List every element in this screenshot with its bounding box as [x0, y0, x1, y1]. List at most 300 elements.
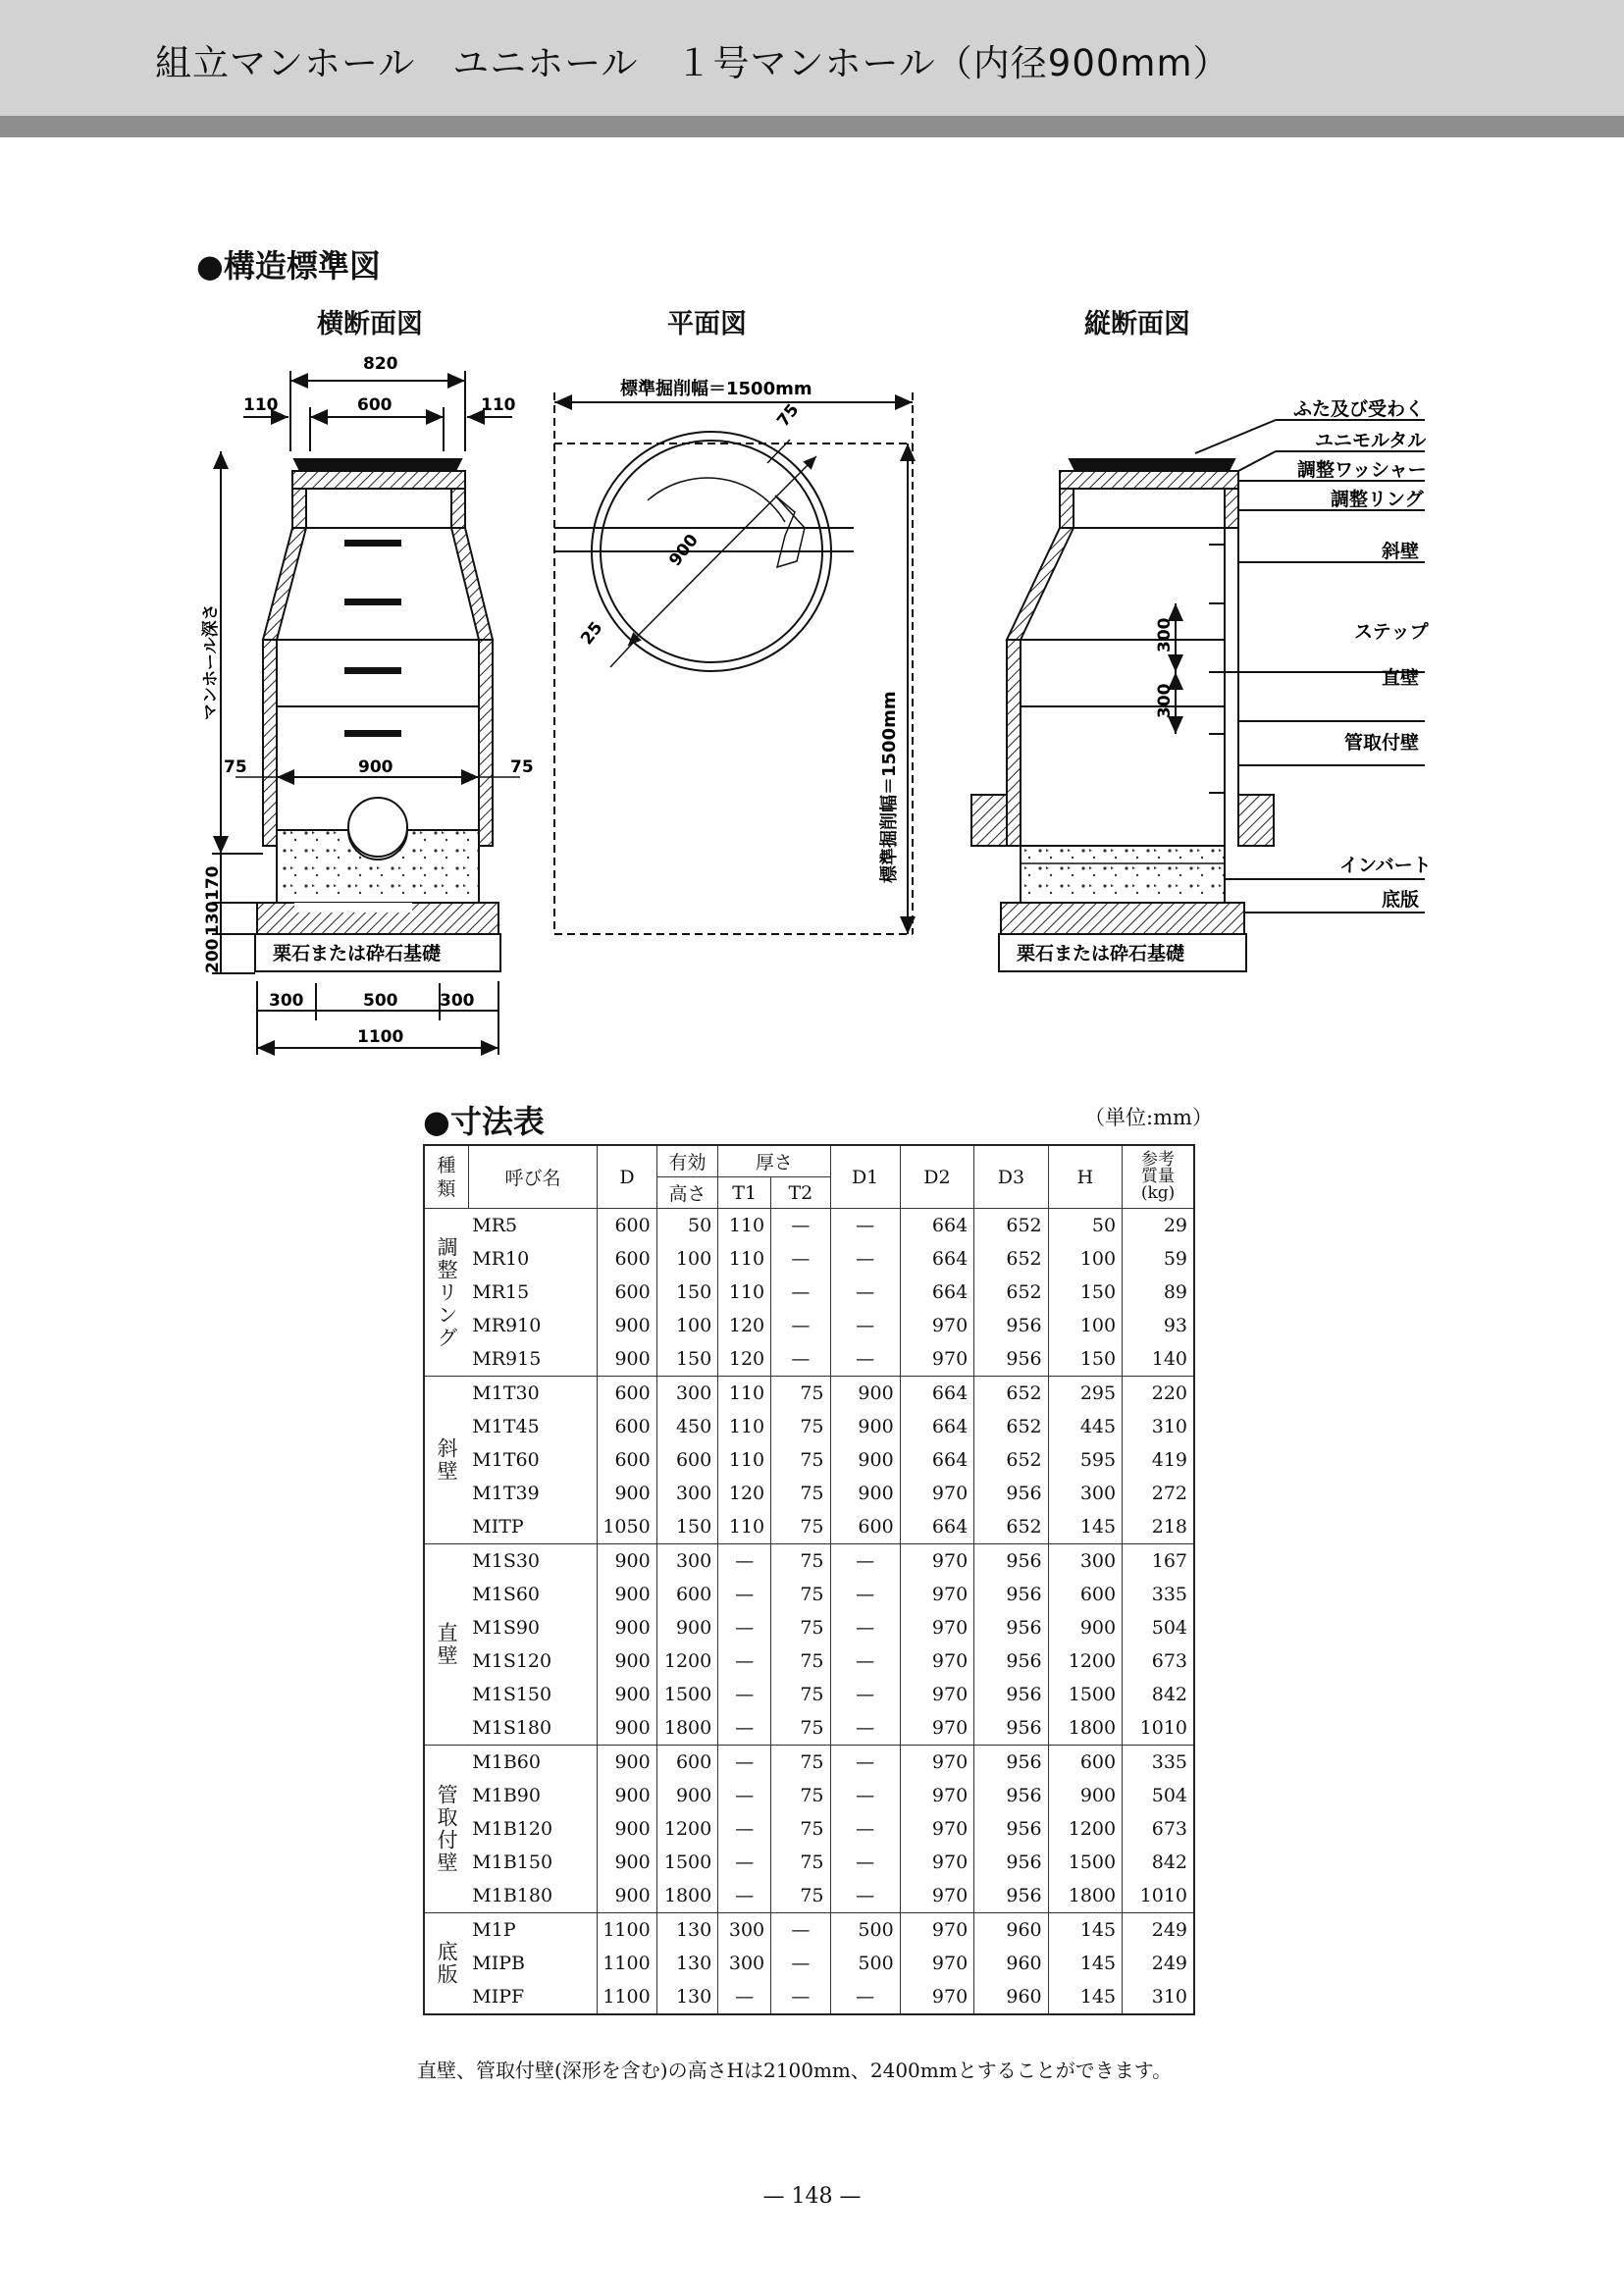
table-body: [424, 1209, 1194, 2015]
value-cell: —: [830, 1746, 900, 1780]
value-cell: 960: [974, 1980, 1048, 2014]
value-cell: 970: [900, 1477, 973, 1510]
value-cell: —: [771, 1342, 830, 1377]
value-cell: 600: [830, 1510, 900, 1544]
value-cell: 110: [718, 1510, 771, 1544]
value-cell: 842: [1123, 1678, 1194, 1711]
value-cell: —: [718, 1846, 771, 1879]
value-cell: 75: [771, 1611, 830, 1644]
value-cell: 842: [1123, 1846, 1194, 1879]
value-cell: —: [718, 1678, 771, 1711]
part-washer: 調整ワッシャー: [1297, 459, 1427, 481]
table-row: [424, 1746, 1194, 1780]
value-cell: 956: [974, 1779, 1048, 1812]
header-type: 種類: [424, 1145, 468, 1209]
value-cell: —: [830, 1209, 900, 1243]
value-cell: 1010: [1123, 1711, 1194, 1746]
value-cell: 75: [771, 1477, 830, 1510]
value-cell: —: [718, 1812, 771, 1846]
value-cell: 600: [656, 1578, 718, 1611]
value-cell: 673: [1123, 1644, 1194, 1678]
value-cell: 956: [974, 1644, 1048, 1678]
dim-900: 900: [358, 757, 393, 777]
value-cell: 900: [598, 1309, 656, 1342]
value-cell: 75: [771, 1410, 830, 1443]
value-cell: —: [830, 1309, 900, 1342]
value-cell: —: [718, 1746, 771, 1780]
value-cell: 450: [656, 1410, 718, 1443]
value-cell: —: [830, 1812, 900, 1846]
part-cone: 斜壁: [1382, 541, 1420, 562]
product-name-cell: M1T45: [468, 1410, 598, 1443]
value-cell: 900: [598, 1746, 656, 1780]
value-cell: 1500: [656, 1846, 718, 1879]
table-row: [424, 1510, 1194, 1544]
value-cell: 652: [974, 1377, 1048, 1411]
part-ring: 調整リング: [1331, 489, 1424, 510]
table-row: [424, 1913, 1194, 1948]
value-cell: 300: [1048, 1477, 1122, 1510]
table-row: [424, 1947, 1194, 1980]
value-cell: 970: [900, 1913, 973, 1948]
value-cell: 220: [1123, 1377, 1194, 1411]
value-cell: 335: [1123, 1746, 1194, 1780]
value-cell: 956: [974, 1678, 1048, 1711]
value-cell: —: [830, 1846, 900, 1879]
value-cell: 600: [598, 1410, 656, 1443]
value-cell: 145: [1048, 1510, 1122, 1544]
table-row: [424, 1611, 1194, 1644]
plan-width-label: 標準掘削幅＝1500mm: [620, 379, 812, 399]
value-cell: 1200: [656, 1812, 718, 1846]
table-row: [424, 1377, 1194, 1411]
dimension-table: [423, 1144, 1195, 2015]
value-cell: 1800: [1048, 1879, 1122, 1913]
value-cell: —: [718, 1980, 771, 2014]
value-cell: 956: [974, 1578, 1048, 1611]
table-row: [424, 1846, 1194, 1879]
step-dim-300-b: 300: [1155, 683, 1175, 718]
dim-110-left: 110: [243, 395, 279, 415]
value-cell: 970: [900, 1678, 973, 1711]
value-cell: 600: [656, 1443, 718, 1477]
value-cell: —: [771, 1947, 830, 1980]
value-cell: 956: [974, 1711, 1048, 1746]
page-title: 組立マンホール ユニホール １号マンホール（内径900mm）: [155, 42, 1231, 84]
value-cell: 120: [718, 1342, 771, 1377]
value-cell: 900: [598, 1879, 656, 1913]
value-cell: 970: [900, 1611, 973, 1644]
value-cell: 145: [1048, 1913, 1122, 1948]
value-cell: 75: [771, 1678, 830, 1711]
value-cell: 673: [1123, 1812, 1194, 1846]
table-row: [424, 1980, 1194, 2014]
value-cell: 110: [718, 1443, 771, 1477]
product-name-cell: M1B60: [468, 1746, 598, 1780]
dim-600: 600: [357, 395, 393, 415]
structure-heading: ●構造標準図: [196, 247, 381, 285]
value-cell: 900: [830, 1410, 900, 1443]
dim-820: 820: [363, 354, 398, 374]
table-row: [424, 1678, 1194, 1711]
table-heading: ●寸法表: [423, 1103, 545, 1140]
value-cell: 93: [1123, 1309, 1194, 1342]
value-cell: 900: [598, 1578, 656, 1611]
page-number: — 148 —: [762, 2184, 862, 2209]
value-cell: 50: [656, 1209, 718, 1243]
value-cell: —: [830, 1544, 900, 1579]
category-cell: 管取付壁: [424, 1746, 468, 1913]
product-name-cell: MITP: [468, 1510, 598, 1544]
value-cell: —: [718, 1879, 771, 1913]
value-cell: 500: [830, 1947, 900, 1980]
value-cell: 970: [900, 1711, 973, 1746]
value-cell: 595: [1048, 1443, 1122, 1477]
value-cell: 75: [771, 1812, 830, 1846]
value-cell: 664: [900, 1410, 973, 1443]
value-cell: 504: [1123, 1611, 1194, 1644]
value-cell: —: [718, 1544, 771, 1579]
value-cell: 900: [656, 1611, 718, 1644]
value-cell: —: [830, 1779, 900, 1812]
value-cell: 75: [771, 1510, 830, 1544]
foundation-label-cross: 栗石または砕石基礎: [273, 943, 442, 965]
header-ref-2: 質量: [1141, 1167, 1176, 1186]
value-cell: 1800: [656, 1711, 718, 1746]
value-cell: 500: [830, 1913, 900, 1948]
value-cell: 900: [598, 1477, 656, 1510]
plan-drawing: [554, 392, 913, 934]
value-cell: 110: [718, 1410, 771, 1443]
header-ref-1: 参考: [1141, 1150, 1176, 1170]
value-cell: 970: [900, 1846, 973, 1879]
value-cell: 1200: [656, 1644, 718, 1678]
product-name-cell: M1T39: [468, 1477, 598, 1510]
value-cell: 970: [900, 1879, 973, 1913]
value-cell: 970: [900, 1812, 973, 1846]
value-cell: 75: [771, 1846, 830, 1879]
category-cell: 底版: [424, 1913, 468, 2015]
header-eff-2: 高さ: [656, 1177, 718, 1209]
product-name-cell: M1P: [468, 1913, 598, 1948]
dim-170: 170: [203, 865, 223, 901]
value-cell: 900: [830, 1377, 900, 1411]
header-d1: D1: [830, 1145, 900, 1209]
product-name-cell: M1S30: [468, 1544, 598, 1579]
value-cell: 600: [598, 1209, 656, 1243]
product-name-cell: MR10: [468, 1242, 598, 1276]
value-cell: 310: [1123, 1980, 1194, 2014]
value-cell: 1500: [656, 1678, 718, 1711]
cross-section-title: 横断面図: [317, 309, 423, 339]
table-row: [424, 1544, 1194, 1579]
value-cell: 900: [598, 1544, 656, 1579]
plan-height-label: 標準掘削幅＝1500mm: [879, 691, 900, 883]
value-cell: —: [830, 1242, 900, 1276]
value-cell: 956: [974, 1477, 1048, 1510]
dim-110-right: 110: [481, 395, 516, 415]
product-name-cell: MR910: [468, 1309, 598, 1342]
value-cell: 956: [974, 1846, 1048, 1879]
dim-200: 200: [203, 938, 223, 973]
dim-300-right: 300: [440, 991, 475, 1011]
table-row: [424, 1711, 1194, 1746]
value-cell: 75: [771, 1377, 830, 1411]
value-cell: 110: [718, 1377, 771, 1411]
value-cell: 445: [1048, 1410, 1122, 1443]
header-thickness: 厚さ: [718, 1145, 830, 1177]
product-name-cell: M1S150: [468, 1678, 598, 1711]
value-cell: 150: [656, 1276, 718, 1309]
value-cell: 75: [771, 1879, 830, 1913]
value-cell: 956: [974, 1544, 1048, 1579]
product-name-cell: MR915: [468, 1342, 598, 1377]
value-cell: 50: [1048, 1209, 1122, 1243]
value-cell: 145: [1048, 1980, 1122, 2014]
value-cell: —: [830, 1879, 900, 1913]
depth-label: マンホール深さ: [201, 603, 221, 720]
value-cell: 120: [718, 1309, 771, 1342]
value-cell: —: [771, 1276, 830, 1309]
value-cell: 970: [900, 1644, 973, 1678]
header-eff-1: 有効: [656, 1145, 718, 1177]
product-name-cell: M1B150: [468, 1846, 598, 1879]
value-cell: 956: [974, 1812, 1048, 1846]
value-cell: 335: [1123, 1578, 1194, 1611]
table-row: [424, 1443, 1194, 1477]
value-cell: —: [830, 1644, 900, 1678]
value-cell: 652: [974, 1209, 1048, 1243]
value-cell: 970: [900, 1544, 973, 1579]
value-cell: 956: [974, 1611, 1048, 1644]
value-cell: 960: [974, 1913, 1048, 1948]
value-cell: 130: [656, 1947, 718, 1980]
header-d3: D3: [974, 1145, 1048, 1209]
value-cell: 664: [900, 1510, 973, 1544]
header-t1: T1: [718, 1177, 771, 1209]
value-cell: —: [830, 1980, 900, 2014]
value-cell: 310: [1123, 1410, 1194, 1443]
value-cell: 1010: [1123, 1879, 1194, 1913]
value-cell: 75: [771, 1779, 830, 1812]
table-row: [424, 1410, 1194, 1443]
value-cell: 970: [900, 1947, 973, 1980]
value-cell: —: [718, 1779, 771, 1812]
part-invert: インバート: [1339, 855, 1432, 876]
value-cell: 249: [1123, 1913, 1194, 1948]
value-cell: 970: [900, 1342, 973, 1377]
value-cell: 1500: [1048, 1846, 1122, 1879]
value-cell: 75: [771, 1578, 830, 1611]
part-straight-wall: 直壁: [1382, 667, 1420, 689]
longitudinal-title: 縦断面図: [1084, 309, 1190, 339]
value-cell: —: [830, 1678, 900, 1711]
value-cell: 652: [974, 1410, 1048, 1443]
value-cell: 300: [656, 1477, 718, 1510]
value-cell: —: [771, 1209, 830, 1243]
value-cell: —: [771, 1980, 830, 2014]
structure-drawing: [0, 334, 1624, 1079]
table-note: 直壁、管取付壁(深形を含む)の高さHは2100mm、2400mmとすることができます。: [417, 2059, 1173, 2082]
dim-500: 500: [363, 991, 398, 1011]
value-cell: 145: [1048, 1947, 1122, 1980]
value-cell: 600: [656, 1746, 718, 1780]
step-dim-300-a: 300: [1155, 617, 1175, 652]
value-cell: 900: [830, 1477, 900, 1510]
value-cell: 1100: [598, 1913, 656, 1948]
value-cell: 664: [900, 1209, 973, 1243]
table-row: [424, 1276, 1194, 1309]
header-name: 呼び名: [468, 1145, 598, 1209]
header-d2: D2: [900, 1145, 973, 1209]
value-cell: 664: [900, 1276, 973, 1309]
product-name-cell: MR15: [468, 1276, 598, 1309]
value-cell: 900: [1048, 1779, 1122, 1812]
value-cell: 1800: [1048, 1711, 1122, 1746]
plan-dim-25: 25: [577, 618, 607, 650]
table-row: [424, 1812, 1194, 1846]
value-cell: 600: [1048, 1578, 1122, 1611]
value-cell: 75: [771, 1711, 830, 1746]
value-cell: 218: [1123, 1510, 1194, 1544]
value-cell: 900: [598, 1779, 656, 1812]
header-t2: T2: [771, 1177, 830, 1209]
value-cell: 300: [656, 1544, 718, 1579]
dim-300-left: 300: [269, 991, 304, 1011]
product-name-cell: MIPB: [468, 1947, 598, 1980]
part-pipe-wall: 管取付壁: [1344, 732, 1420, 754]
category-cell: 斜壁: [424, 1377, 468, 1544]
value-cell: 970: [900, 1779, 973, 1812]
value-cell: 600: [598, 1276, 656, 1309]
part-step: ステップ: [1354, 621, 1429, 643]
value-cell: 970: [900, 1578, 973, 1611]
foundation-label-long: 栗石または砕石基礎: [1017, 943, 1185, 965]
product-name-cell: M1T60: [468, 1443, 598, 1477]
value-cell: 1200: [1048, 1644, 1122, 1678]
product-name-cell: MIPF: [468, 1980, 598, 2014]
category-cell: 調整リング: [424, 1209, 468, 1377]
value-cell: 1500: [1048, 1678, 1122, 1711]
value-cell: 150: [656, 1510, 718, 1544]
value-cell: —: [830, 1578, 900, 1611]
value-cell: 652: [974, 1443, 1048, 1477]
value-cell: 900: [598, 1644, 656, 1678]
value-cell: 956: [974, 1879, 1048, 1913]
value-cell: 900: [598, 1342, 656, 1377]
unit-label: （単位:mm）: [1084, 1106, 1213, 1129]
value-cell: 272: [1123, 1477, 1194, 1510]
value-cell: 249: [1123, 1947, 1194, 1980]
value-cell: 150: [1048, 1342, 1122, 1377]
value-cell: 300: [1048, 1544, 1122, 1579]
plan-title: 平面図: [667, 309, 747, 339]
value-cell: 664: [900, 1443, 973, 1477]
value-cell: 960: [974, 1947, 1048, 1980]
header-bar: [0, 116, 1624, 137]
value-cell: 89: [1123, 1276, 1194, 1309]
value-cell: 956: [974, 1342, 1048, 1377]
value-cell: 664: [900, 1377, 973, 1411]
table-row: [424, 1879, 1194, 1913]
header-ref-3: (kg): [1140, 1183, 1176, 1203]
value-cell: 120: [718, 1477, 771, 1510]
dim-130: 130: [203, 901, 223, 936]
value-cell: 300: [656, 1377, 718, 1411]
value-cell: 652: [974, 1242, 1048, 1276]
value-cell: 110: [718, 1276, 771, 1309]
table-row: [424, 1242, 1194, 1276]
value-cell: 100: [1048, 1242, 1122, 1276]
value-cell: 1050: [598, 1510, 656, 1544]
value-cell: 75: [771, 1746, 830, 1780]
value-cell: 100: [656, 1309, 718, 1342]
value-cell: 652: [974, 1510, 1048, 1544]
value-cell: 600: [598, 1242, 656, 1276]
value-cell: 295: [1048, 1377, 1122, 1411]
product-name-cell: M1S60: [468, 1578, 598, 1611]
value-cell: 600: [598, 1443, 656, 1477]
value-cell: 900: [598, 1678, 656, 1711]
value-cell: 900: [598, 1812, 656, 1846]
value-cell: 75: [771, 1644, 830, 1678]
part-mortar: ユニモルタル: [1315, 430, 1427, 451]
table-row: [424, 1209, 1194, 1243]
product-name-cell: M1B90: [468, 1779, 598, 1812]
value-cell: 970: [900, 1980, 973, 2014]
value-cell: 900: [1048, 1611, 1122, 1644]
value-cell: 130: [656, 1980, 718, 2014]
product-name-cell: M1S120: [468, 1644, 598, 1678]
value-cell: 900: [830, 1443, 900, 1477]
part-cover: ふた及び受わく: [1293, 398, 1425, 420]
value-cell: —: [771, 1242, 830, 1276]
product-name-cell: M1B180: [468, 1879, 598, 1913]
product-name-cell: M1S90: [468, 1611, 598, 1644]
value-cell: 900: [598, 1846, 656, 1879]
plan-dim-900: 900: [665, 530, 703, 571]
value-cell: —: [830, 1342, 900, 1377]
value-cell: 1200: [1048, 1812, 1122, 1846]
value-cell: 419: [1123, 1443, 1194, 1477]
product-name-cell: M1T30: [468, 1377, 598, 1411]
value-cell: 59: [1123, 1242, 1194, 1276]
value-cell: —: [718, 1578, 771, 1611]
value-cell: 150: [656, 1342, 718, 1377]
table-row: [424, 1309, 1194, 1342]
table-row: [424, 1342, 1194, 1377]
value-cell: 504: [1123, 1779, 1194, 1812]
value-cell: 100: [656, 1242, 718, 1276]
value-cell: 75: [771, 1443, 830, 1477]
value-cell: 110: [718, 1209, 771, 1243]
value-cell: —: [718, 1644, 771, 1678]
table-row: [424, 1644, 1194, 1678]
value-cell: —: [830, 1711, 900, 1746]
value-cell: —: [718, 1611, 771, 1644]
product-name-cell: MR5: [468, 1209, 598, 1243]
table-row: [424, 1779, 1194, 1812]
category-cell: 直壁: [424, 1544, 468, 1746]
plan-dim-75: 75: [773, 400, 804, 432]
value-cell: —: [830, 1276, 900, 1309]
dim-75-right: 75: [510, 757, 534, 777]
value-cell: 1100: [598, 1947, 656, 1980]
value-cell: 664: [900, 1242, 973, 1276]
dim-75-left: 75: [224, 757, 247, 777]
table-row: [424, 1477, 1194, 1510]
value-cell: 1800: [656, 1879, 718, 1913]
